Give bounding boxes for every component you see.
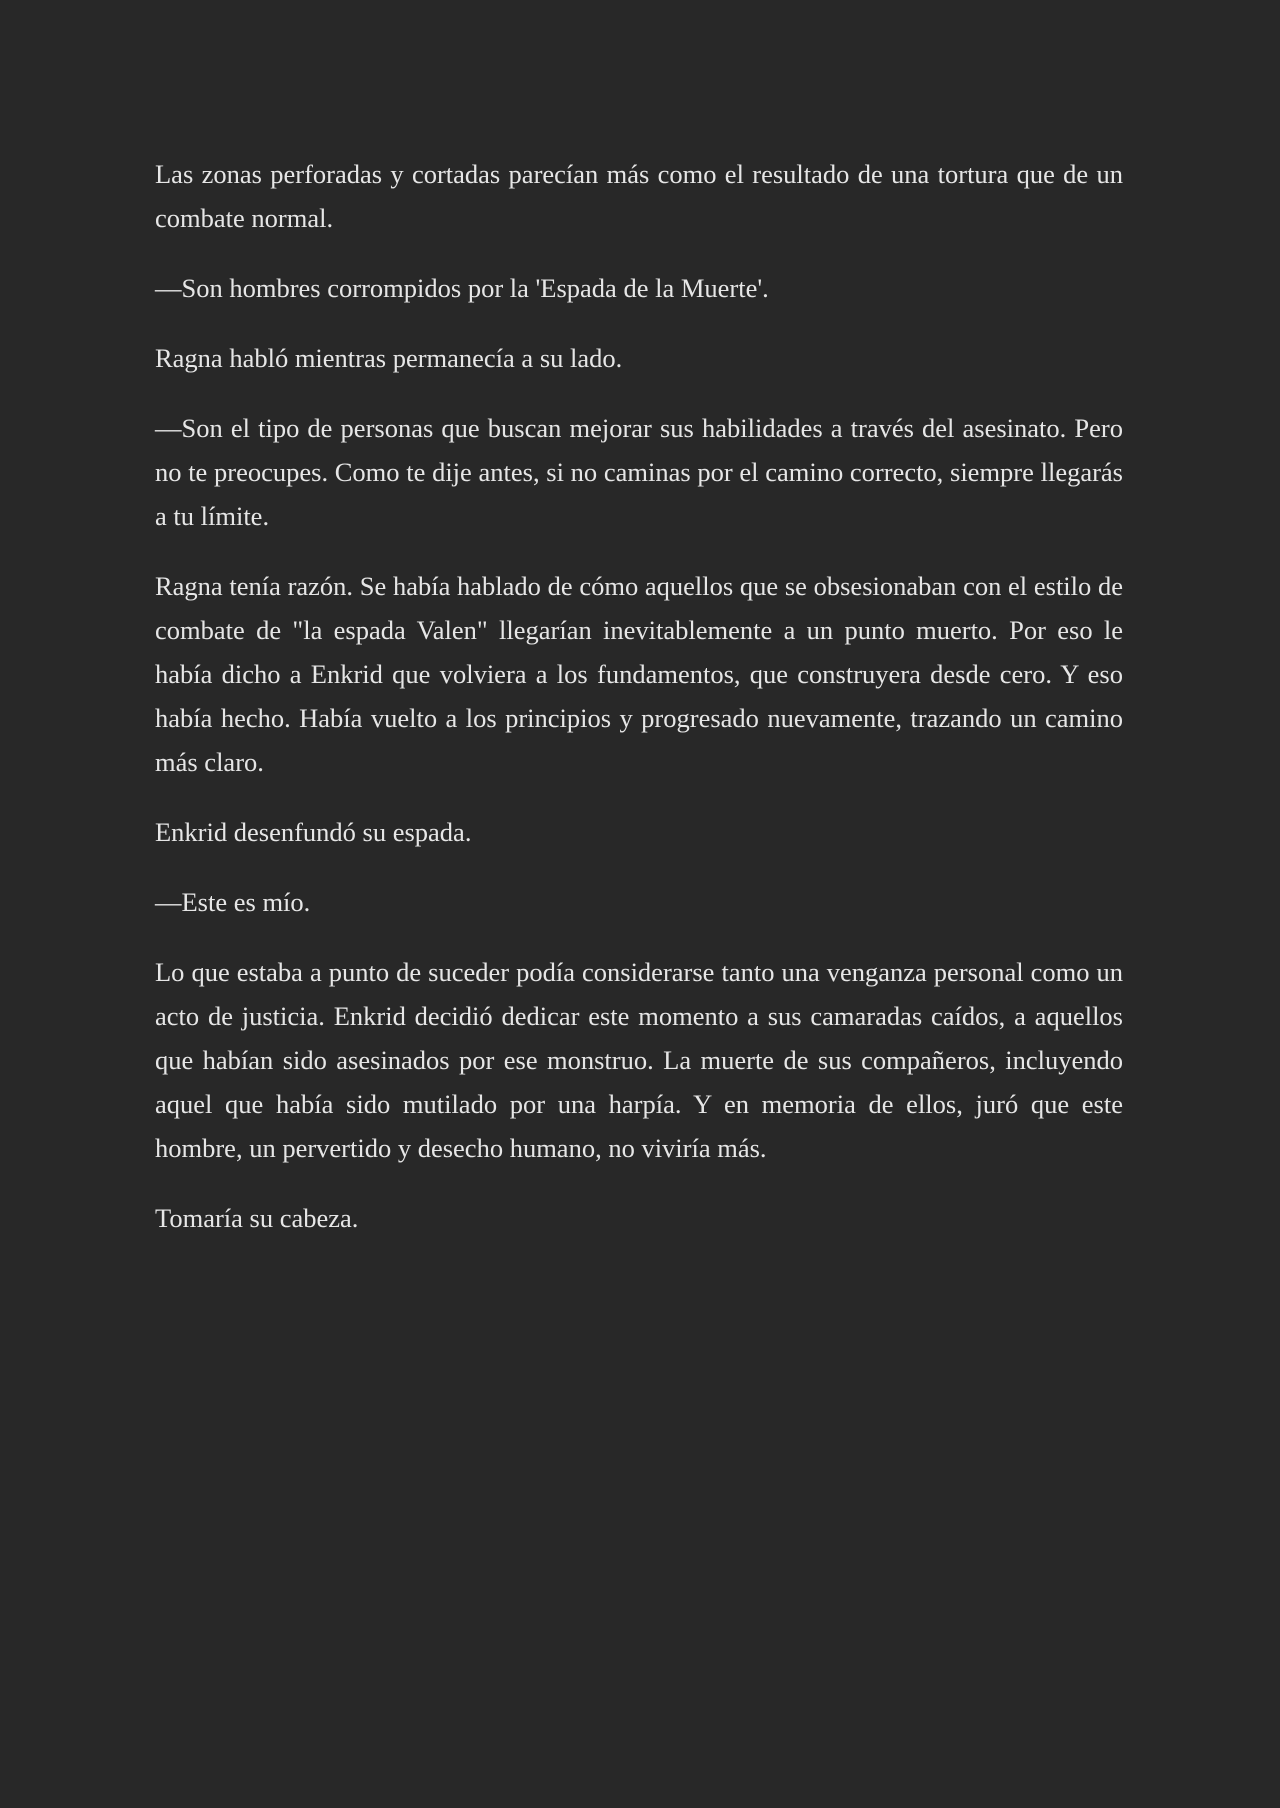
paragraph-7: —Este es mío. [155, 887, 311, 917]
paragraph-1: Las zonas perforadas y cortadas parecían más como el resultado de una tortura que de un combate normal. [155, 159, 1123, 233]
paragraph-5: Ragna tenía razón. Se había hablado de cómo aquellos que se obsesionaban con el estilo de combate de "la espada Valen" llegarían inevitablemente a un punto muerto. Por eso le había dicho a Enkrid que volviera a los fundamentos, que construyera desde cero. Y eso había hecho. Había vuelto a los principios y progresado nuevamente, trazando un camino más claro. [155, 571, 1123, 777]
paragraph-3: Ragna habló mientras permanecía a su lado. [155, 343, 623, 373]
chapter-text [155, 152, 1123, 1266]
paragraph-9: Tomaría su cabeza. [155, 1203, 359, 1233]
paragraph-6: Enkrid desenfundó su espada. [155, 817, 472, 847]
paragraph-2: —Son hombres corrompidos por la 'Espada de la Muerte'. [155, 273, 769, 303]
paragraph-4: —Son el tipo de personas que buscan mejorar sus habilidades a través del asesinato. Pero no te preocupes. Como te dije antes, si no caminas por el camino correcto, siempre llegarás a tu límite. [155, 413, 1123, 531]
paragraph-8: Lo que estaba a punto de suceder podía considerarse tanto una venganza personal como un acto de justicia. Enkrid decidió dedicar este momento a sus camaradas caídos, a aquellos que habían sido asesinados por ese monstruo. La muerte de sus compañeros, incluyendo aquel que había sido mutilado por una harpía. Y en memoria de ellos, juró que este hombre, un pervertido y desecho humano, no viviría más. [155, 957, 1123, 1163]
